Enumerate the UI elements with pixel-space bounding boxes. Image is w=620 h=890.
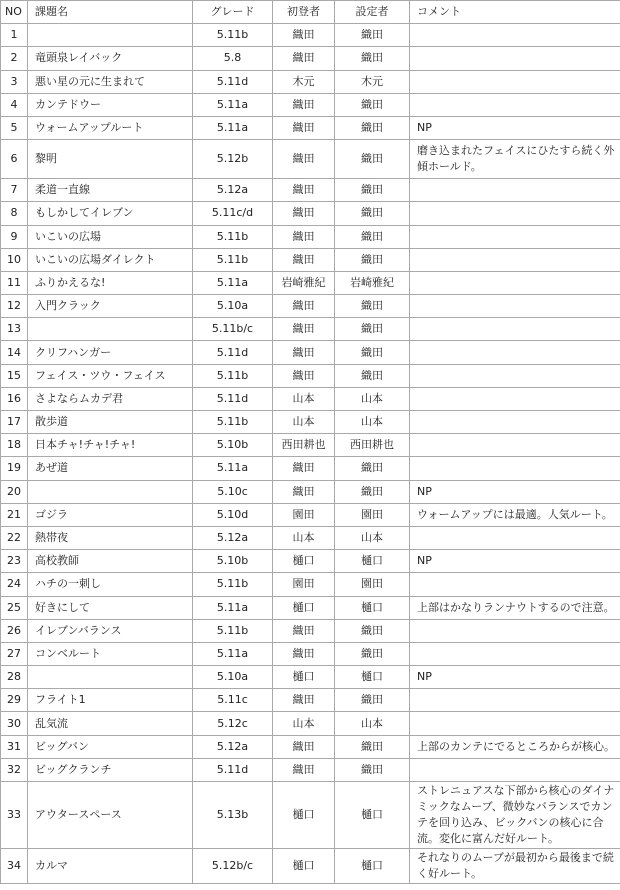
table-row xyxy=(1,642,620,665)
cell-comment: 上部はかなりランナウトするので注意。 xyxy=(410,596,620,619)
cell-setter: 園田 xyxy=(335,573,410,596)
cell-setter: 西田耕也 xyxy=(335,434,410,457)
table-row xyxy=(1,225,620,248)
cell-first-ascent: 織田 xyxy=(273,179,335,202)
cell-comment: NP xyxy=(410,480,620,503)
cell-grade: 5.11d xyxy=(193,341,273,364)
cell-grade: 5.12a xyxy=(193,179,273,202)
cell-route-name: 入門クラック xyxy=(28,295,193,318)
table-row xyxy=(1,248,620,271)
cell-grade: 5.11a xyxy=(193,271,273,294)
cell-no: 4 xyxy=(1,93,28,116)
header-setter: 設定者 xyxy=(335,1,410,24)
cell-no: 29 xyxy=(1,689,28,712)
table-row xyxy=(1,93,620,116)
cell-grade: 5.10b xyxy=(193,550,273,573)
cell-no: 16 xyxy=(1,387,28,410)
table-row xyxy=(1,116,620,139)
cell-grade: 5.11d xyxy=(193,70,273,93)
table-row xyxy=(1,179,620,202)
cell-no: 3 xyxy=(1,70,28,93)
cell-route-name xyxy=(28,24,193,47)
cell-setter: 樋口 xyxy=(335,550,410,573)
cell-first-ascent: 樋口 xyxy=(273,849,335,884)
cell-route-name: 熱帯夜 xyxy=(28,526,193,549)
cell-grade: 5.11b xyxy=(193,411,273,434)
cell-comment xyxy=(410,341,620,364)
cell-no: 28 xyxy=(1,666,28,689)
cell-route-name: 悪い星の元に生まれて xyxy=(28,70,193,93)
cell-first-ascent: 山本 xyxy=(273,526,335,549)
cell-grade: 5.12b xyxy=(193,140,273,179)
cell-setter: 織田 xyxy=(335,179,410,202)
header-no: NO xyxy=(1,1,28,24)
table-row xyxy=(1,411,620,434)
cell-comment: それなりのムーブが最初から最後まで続く好ルート。 xyxy=(410,849,620,884)
cell-comment xyxy=(410,619,620,642)
table-row xyxy=(1,202,620,225)
cell-comment xyxy=(410,93,620,116)
cell-no: 12 xyxy=(1,295,28,318)
table-row xyxy=(1,735,620,758)
cell-first-ascent: 織田 xyxy=(273,47,335,70)
cell-setter: 織田 xyxy=(335,295,410,318)
table-row xyxy=(1,619,620,642)
cell-comment: ウォームアップには最適。人気ルート。 xyxy=(410,503,620,526)
cell-setter: 織田 xyxy=(335,689,410,712)
cell-first-ascent: 織田 xyxy=(273,619,335,642)
table-row xyxy=(1,24,620,47)
cell-route-name: 竜頭泉レイバック xyxy=(28,47,193,70)
cell-first-ascent: 織田 xyxy=(273,24,335,47)
table-row xyxy=(1,47,620,70)
cell-first-ascent: 織田 xyxy=(273,93,335,116)
cell-setter: 山本 xyxy=(335,526,410,549)
cell-setter: 織田 xyxy=(335,202,410,225)
cell-comment xyxy=(410,248,620,271)
cell-setter: 織田 xyxy=(335,364,410,387)
cell-no: 26 xyxy=(1,619,28,642)
cell-first-ascent: 樋口 xyxy=(273,782,335,849)
table-row xyxy=(1,666,620,689)
cell-no: 7 xyxy=(1,179,28,202)
cell-no: 33 xyxy=(1,782,28,849)
table-row xyxy=(1,526,620,549)
cell-no: 1 xyxy=(1,24,28,47)
cell-first-ascent: 山本 xyxy=(273,411,335,434)
cell-setter: 織田 xyxy=(335,457,410,480)
cell-grade: 5.11c xyxy=(193,689,273,712)
cell-first-ascent: 織田 xyxy=(273,225,335,248)
cell-route-name: カンテドウー xyxy=(28,93,193,116)
cell-setter: 織田 xyxy=(335,47,410,70)
cell-setter: 山本 xyxy=(335,712,410,735)
cell-grade: 5.10d xyxy=(193,503,273,526)
cell-comment xyxy=(410,295,620,318)
cell-comment xyxy=(410,689,620,712)
table-row xyxy=(1,573,620,596)
cell-no: 20 xyxy=(1,480,28,503)
cell-first-ascent: 樋口 xyxy=(273,550,335,573)
cell-first-ascent: 織田 xyxy=(273,735,335,758)
cell-first-ascent: 織田 xyxy=(273,248,335,271)
cell-no: 10 xyxy=(1,248,28,271)
cell-comment: 上部のカンテにでるところからが核心。 xyxy=(410,735,620,758)
cell-no: 13 xyxy=(1,318,28,341)
cell-route-name: 乱気流 xyxy=(28,712,193,735)
cell-route-name: さよならムカデ君 xyxy=(28,387,193,410)
cell-no: 18 xyxy=(1,434,28,457)
cell-comment xyxy=(410,457,620,480)
cell-comment xyxy=(410,411,620,434)
cell-comment xyxy=(410,434,620,457)
cell-route-name: ハチの一刺し xyxy=(28,573,193,596)
cell-first-ascent: 織田 xyxy=(273,758,335,781)
cell-setter: 織田 xyxy=(335,341,410,364)
cell-no: 8 xyxy=(1,202,28,225)
cell-grade: 5.11b xyxy=(193,225,273,248)
cell-grade: 5.11d xyxy=(193,387,273,410)
cell-setter: 織田 xyxy=(335,735,410,758)
cell-first-ascent: 園田 xyxy=(273,503,335,526)
cell-first-ascent: 木元 xyxy=(273,70,335,93)
cell-first-ascent: 織田 xyxy=(273,202,335,225)
table-row xyxy=(1,550,620,573)
table-row xyxy=(1,596,620,619)
cell-comment xyxy=(410,179,620,202)
cell-no: 17 xyxy=(1,411,28,434)
cell-setter: 樋口 xyxy=(335,596,410,619)
cell-comment xyxy=(410,526,620,549)
cell-grade: 5.11a xyxy=(193,93,273,116)
cell-grade: 5.11b xyxy=(193,619,273,642)
cell-route-name: ビッグクランチ xyxy=(28,758,193,781)
cell-first-ascent: 織田 xyxy=(273,116,335,139)
cell-comment xyxy=(410,712,620,735)
cell-route-name: フェイス・ツウ・フェイス xyxy=(28,364,193,387)
cell-setter: 織田 xyxy=(335,24,410,47)
cell-no: 32 xyxy=(1,758,28,781)
cell-route-name: あぜ道 xyxy=(28,457,193,480)
cell-grade: 5.11a xyxy=(193,116,273,139)
cell-route-name: フライト1 xyxy=(28,689,193,712)
cell-no: 6 xyxy=(1,140,28,179)
table-row xyxy=(1,689,620,712)
header-name: 課題名 xyxy=(28,1,193,24)
cell-grade: 5.11b xyxy=(193,248,273,271)
cell-setter: 織田 xyxy=(335,248,410,271)
cell-route-name: アウタースペース xyxy=(28,782,193,849)
cell-grade: 5.8 xyxy=(193,47,273,70)
cell-route-name: クリフハンガー xyxy=(28,341,193,364)
cell-first-ascent: 織田 xyxy=(273,140,335,179)
cell-setter: 樋口 xyxy=(335,849,410,884)
cell-no: 25 xyxy=(1,596,28,619)
cell-route-name xyxy=(28,480,193,503)
table-row xyxy=(1,849,620,884)
cell-first-ascent: 岩崎雅紀 xyxy=(273,271,335,294)
cell-comment xyxy=(410,758,620,781)
cell-no: 27 xyxy=(1,642,28,665)
cell-first-ascent: 西田耕也 xyxy=(273,434,335,457)
cell-comment xyxy=(410,202,620,225)
cell-route-name xyxy=(28,318,193,341)
cell-grade: 5.10b xyxy=(193,434,273,457)
table-row xyxy=(1,140,620,179)
cell-route-name: 柔道一直線 xyxy=(28,179,193,202)
cell-setter: 山本 xyxy=(335,411,410,434)
cell-comment: ストレニュアスな下部から核心のダイナミックなムーブ、微妙なバランスでカンテを回り込み、ビックバンの核心に合流。変化に富んだ好ルート。 xyxy=(410,782,620,849)
cell-setter: 織田 xyxy=(335,318,410,341)
cell-route-name: いこいの広場 xyxy=(28,225,193,248)
cell-setter: 織田 xyxy=(335,116,410,139)
cell-grade: 5.12a xyxy=(193,735,273,758)
cell-no: 30 xyxy=(1,712,28,735)
cell-setter: 織田 xyxy=(335,758,410,781)
cell-setter: 樋口 xyxy=(335,666,410,689)
cell-route-name: ゴジラ xyxy=(28,503,193,526)
cell-comment xyxy=(410,24,620,47)
cell-setter: 山本 xyxy=(335,387,410,410)
table-row xyxy=(1,70,620,93)
cell-setter: 織田 xyxy=(335,140,410,179)
cell-route-name: 好きにして xyxy=(28,596,193,619)
table-row xyxy=(1,503,620,526)
cell-comment: NP xyxy=(410,666,620,689)
cell-route-name: いこいの広場ダイレクト xyxy=(28,248,193,271)
cell-no: 19 xyxy=(1,457,28,480)
cell-comment xyxy=(410,642,620,665)
cell-comment: 磨き込まれたフェイスにひたすら続く外傾ホールド。 xyxy=(410,140,620,179)
cell-first-ascent: 山本 xyxy=(273,712,335,735)
cell-first-ascent: 織田 xyxy=(273,480,335,503)
cell-grade: 5.12c xyxy=(193,712,273,735)
cell-no: 21 xyxy=(1,503,28,526)
cell-first-ascent: 織田 xyxy=(273,642,335,665)
table-row xyxy=(1,480,620,503)
cell-no: 5 xyxy=(1,116,28,139)
cell-first-ascent: 織田 xyxy=(273,364,335,387)
cell-setter: 織田 xyxy=(335,93,410,116)
cell-comment xyxy=(410,70,620,93)
cell-route-name: 黎明 xyxy=(28,140,193,179)
header-comment: コメント xyxy=(410,1,620,24)
table-row xyxy=(1,318,620,341)
cell-setter: 織田 xyxy=(335,225,410,248)
cell-route-name: ふりかえるな! xyxy=(28,271,193,294)
table-row xyxy=(1,387,620,410)
cell-no: 11 xyxy=(1,271,28,294)
cell-first-ascent: 織田 xyxy=(273,295,335,318)
cell-comment xyxy=(410,271,620,294)
cell-route-name: 日本チャ!チャ!チャ! xyxy=(28,434,193,457)
cell-comment xyxy=(410,225,620,248)
cell-grade: 5.11d xyxy=(193,758,273,781)
cell-setter: 岩崎雅紀 xyxy=(335,271,410,294)
table-row xyxy=(1,434,620,457)
cell-first-ascent: 樋口 xyxy=(273,666,335,689)
cell-grade: 5.11a xyxy=(193,457,273,480)
cell-grade: 5.11a xyxy=(193,642,273,665)
table-row xyxy=(1,271,620,294)
table-row xyxy=(1,758,620,781)
cell-first-ascent: 織田 xyxy=(273,341,335,364)
cell-no: 23 xyxy=(1,550,28,573)
cell-first-ascent: 織田 xyxy=(273,689,335,712)
cell-grade: 5.11b/c xyxy=(193,318,273,341)
cell-grade: 5.11b xyxy=(193,24,273,47)
header-grade: グレード xyxy=(193,1,273,24)
cell-no: 24 xyxy=(1,573,28,596)
cell-no: 31 xyxy=(1,735,28,758)
cell-comment: NP xyxy=(410,550,620,573)
cell-route-name: もしかしてイレブン xyxy=(28,202,193,225)
cell-no: 15 xyxy=(1,364,28,387)
cell-route-name: カルマ xyxy=(28,849,193,884)
table-row xyxy=(1,457,620,480)
cell-comment xyxy=(410,318,620,341)
cell-comment: NP xyxy=(410,116,620,139)
cell-route-name: イレブンバランス xyxy=(28,619,193,642)
cell-comment xyxy=(410,364,620,387)
table-row xyxy=(1,712,620,735)
cell-grade: 5.11c/d xyxy=(193,202,273,225)
cell-route-name xyxy=(28,666,193,689)
cell-grade: 5.12a xyxy=(193,526,273,549)
table-row xyxy=(1,341,620,364)
table-row xyxy=(1,782,620,849)
cell-setter: 園田 xyxy=(335,503,410,526)
cell-route-name: コンベルート xyxy=(28,642,193,665)
table-row xyxy=(1,295,620,318)
cell-grade: 5.12b/c xyxy=(193,849,273,884)
cell-comment xyxy=(410,47,620,70)
cell-first-ascent: 織田 xyxy=(273,318,335,341)
cell-no: 22 xyxy=(1,526,28,549)
cell-grade: 5.13b xyxy=(193,782,273,849)
cell-route-name: ビッグバン xyxy=(28,735,193,758)
cell-comment xyxy=(410,573,620,596)
cell-first-ascent: 織田 xyxy=(273,457,335,480)
cell-no: 9 xyxy=(1,225,28,248)
cell-setter: 織田 xyxy=(335,480,410,503)
header-row xyxy=(1,1,620,24)
cell-setter: 織田 xyxy=(335,619,410,642)
cell-grade: 5.11b xyxy=(193,364,273,387)
cell-route-name: 高校教師 xyxy=(28,550,193,573)
cell-no: 34 xyxy=(1,849,28,884)
cell-route-name: 散歩道 xyxy=(28,411,193,434)
cell-no: 2 xyxy=(1,47,28,70)
header-first-ascent: 初登者 xyxy=(273,1,335,24)
cell-first-ascent: 園田 xyxy=(273,573,335,596)
cell-setter: 樋口 xyxy=(335,782,410,849)
cell-route-name: ウォームアップルート xyxy=(28,116,193,139)
cell-grade: 5.10c xyxy=(193,480,273,503)
cell-comment xyxy=(410,387,620,410)
table-row xyxy=(1,364,620,387)
cell-grade: 5.10a xyxy=(193,295,273,318)
cell-first-ascent: 山本 xyxy=(273,387,335,410)
cell-setter: 木元 xyxy=(335,70,410,93)
cell-grade: 5.11a xyxy=(193,596,273,619)
cell-grade: 5.11b xyxy=(193,573,273,596)
cell-first-ascent: 樋口 xyxy=(273,596,335,619)
cell-grade: 5.10a xyxy=(193,666,273,689)
cell-setter: 織田 xyxy=(335,642,410,665)
cell-no: 14 xyxy=(1,341,28,364)
